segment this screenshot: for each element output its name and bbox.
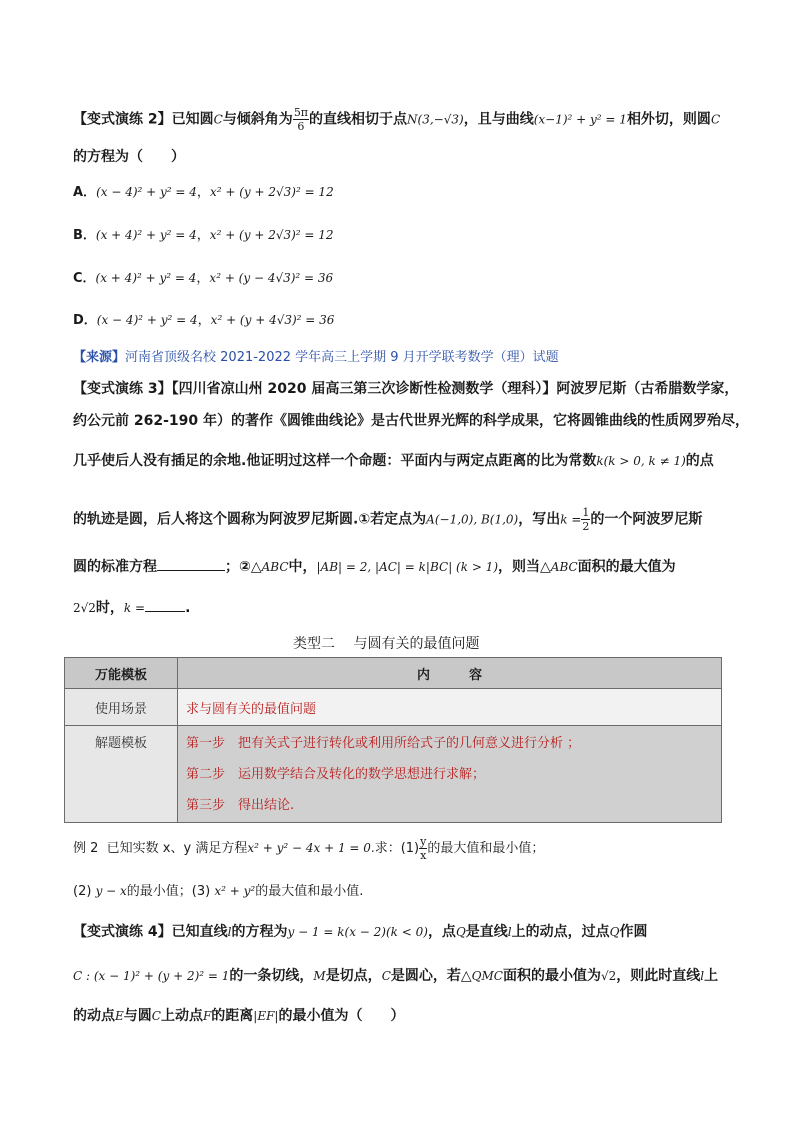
example2-line2: (2) y − x的最小值；(3) x² + y²的最大值和最小值. bbox=[73, 884, 364, 899]
q4-line3: 的动点E与圆C上动点F的距离|EF|的最小值为（ ） bbox=[73, 1008, 405, 1024]
template-header-1: 万能模板 bbox=[65, 658, 178, 689]
option-a: A．(x − 4)² + y² = 4，x² + (y + 2√3)² = 12 bbox=[73, 185, 334, 200]
q3-line6: 2√2时，k = . bbox=[73, 600, 191, 616]
use-case-text: 求与圆有关的最值问题 bbox=[178, 689, 722, 726]
q3-line4: 的轨迹是圆，后人将这个圆称为阿波罗尼斯圆.①若定点为A(−1,0), B(1,0)，写出k = $\frac{1}{2}$ 的一个阿波罗尼斯 bbox=[73, 506, 703, 533]
section-title: 类型二 与圆有关的最值问题 bbox=[293, 636, 480, 652]
example2-line1: 例 2 已知实数 x、y 满足方程x² + y² − 4x + 1 = 0.求：(1) $\frac{y}{x}$ 的最大值和最小值； bbox=[73, 835, 545, 862]
q3-line1: 【变式演练 3】【四川省凉山州 2020 届高三第三次诊断性检测数学（理科）】阿波罗尼斯（古希腊数学家， bbox=[73, 381, 739, 397]
option-d: D．(x − 4)² + y² = 4，x² + (y + 4√3)² = 36 bbox=[73, 313, 335, 328]
q4-line2: C : (x − 1)² + (y + 2)² = 1的一条切线，M是切点，C是圆心，若△QMC面积的最小值为√2，则此时直线l上 bbox=[73, 968, 719, 984]
q4-line1: 【变式演练 4】已知直线l的方程为y − 1 = k(x − 2)(k < 0)，点Q是直线l上的动点，过点Q作圆 bbox=[73, 924, 648, 940]
source-tag: 【来源】 bbox=[73, 350, 126, 365]
answer-blank-1 bbox=[157, 570, 225, 571]
template-table bbox=[64, 657, 722, 823]
answer-blank-2 bbox=[145, 611, 185, 612]
q3-line5: 圆的标准方程 ；②△ABC中，|AB| = 2, |AC| = k|BC| (k > 1)，则当△ABC面积的最大值为 bbox=[73, 559, 676, 575]
q2-line2: 的方程为（ ） bbox=[73, 149, 185, 165]
steps-cell bbox=[178, 726, 722, 823]
option-b: B．(x + 4)² + y² = 4，x² + (y + 2√3)² = 12 bbox=[73, 228, 334, 243]
option-c: C．(x + 4)² + y² = 4，x² + (y − 4√3)² = 36 bbox=[73, 271, 334, 286]
q2-line1: 【变式演练 2】已知圆C与倾斜角为 $\frac{5\pi}{6}$ 的直线相切于点N(3,−√3)，且与曲线(x−1)² + y² = 1相外切，则圆C bbox=[73, 106, 721, 133]
steps-label: 解题模板 bbox=[65, 726, 178, 823]
q3-line2: 约公元前 262-190 年）的著作《圆锥曲线论》是古代世界光辉的科学成果，它将圆锥曲线的性质网罗殆尽， bbox=[73, 413, 750, 429]
template-header-2: 内 容 bbox=[178, 658, 722, 689]
k-half-fraction: $\frac{1}{2}$ bbox=[582, 506, 590, 533]
q3-line3: 几乎使后人没有插足的余地.他证明过这样一个命题：平面内与两定点距离的比为常数k(k > 0, k ≠ 1)的点 bbox=[73, 453, 714, 469]
step-3: 第三步 得出结论. bbox=[186, 797, 295, 813]
y-over-x-fraction: $\frac{y}{x}$ bbox=[420, 835, 427, 862]
q2-tag: 【变式演练 2】 bbox=[73, 111, 172, 128]
step-1: 第一步 把有关式子进行转化或利用所给式子的几何意义进行分析 ； bbox=[186, 735, 581, 751]
step-2: 第二步 运用数学结合及转化的数学思想进行求解； bbox=[186, 766, 486, 782]
angle-fraction: $\frac{5\pi}{6}$ bbox=[293, 106, 309, 133]
source-line: 【来源】河南省顶级名校 2021-2022 学年高三上学期 9 月开学联考数学（理）试题 bbox=[73, 350, 559, 365]
use-case-label: 使用场景 bbox=[65, 689, 178, 726]
